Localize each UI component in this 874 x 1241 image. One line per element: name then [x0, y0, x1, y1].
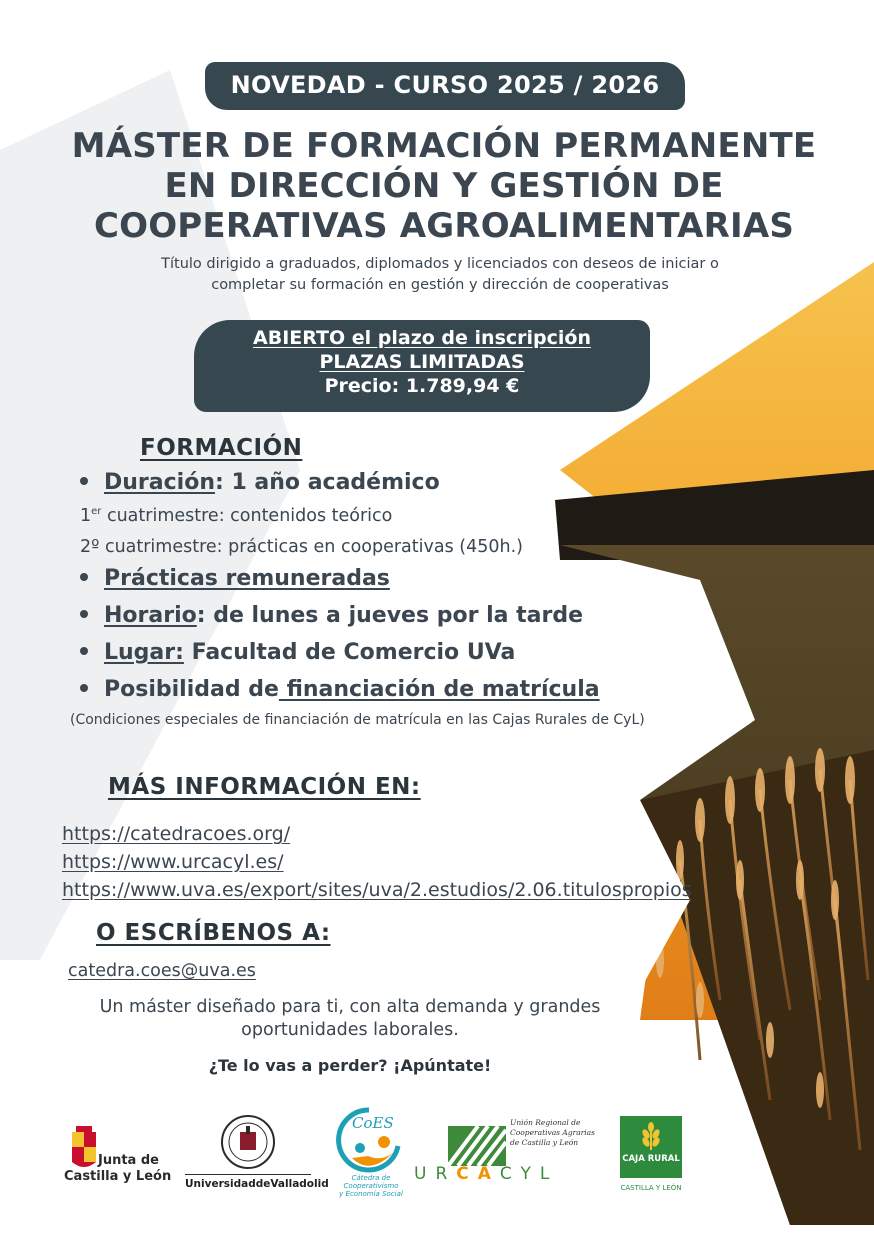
page-title: [60, 126, 828, 246]
call-to-action: ¿Te lo vas a perder? ¡Apúntate!: [208, 1056, 492, 1075]
urcacyl-caption-1: Unión Regional de: [510, 1118, 581, 1127]
enrollment-banner: [194, 320, 650, 412]
subtitle-line-2: completar su formación en gestión y dirección de cooperativas: [211, 277, 669, 293]
junta-castilla-leon-logo: [64, 1124, 174, 1188]
contact-heading: O ESCRÍBENOS A:: [96, 920, 331, 946]
urcacyl-word-right: CYL: [499, 1164, 559, 1184]
uva-word-2: deValladolid: [255, 1178, 329, 1190]
urcacyl-word-mid: CA: [456, 1164, 500, 1184]
list-item-practicas: [80, 566, 390, 591]
caja-rural-logo: [616, 1116, 686, 1198]
junta-line-2: Castilla y León: [64, 1169, 172, 1184]
subtitle-line-1: Título dirigido a graduados, diplomados y licenciados con deseos de iniciar o: [161, 256, 719, 272]
lugar-label: Lugar:: [104, 640, 184, 665]
title-line-2: EN DIRECCIÓN Y GESTIÓN DE: [164, 166, 724, 206]
course-badge: NOVEDAD - CURSO 2025 / 2026: [205, 62, 685, 110]
more-info-heading: MÁS INFORMACIÓN EN:: [108, 774, 421, 800]
university-seal-icon: [220, 1114, 276, 1170]
title-line-3: COOPERATIVAS AGROALIMENTARIAS: [93, 206, 795, 246]
cuatrimestre-2: 2º cuatrimestre: prácticas en cooperativas (450h.): [80, 537, 523, 557]
pitch-line-1: Un máster diseñado para ti, con alta demanda y grandes: [99, 997, 601, 1017]
cuatrimestre-1: [80, 506, 392, 526]
subtitle: [90, 254, 790, 296]
bullet-icon: [80, 573, 88, 581]
lugar-value: Facultad de Comercio UVa: [183, 640, 516, 665]
urcacyl-word-left: UR: [414, 1164, 457, 1184]
link-catedracoes[interactable]: https://catedracoes.org/: [62, 823, 291, 845]
coes-caption: [326, 1174, 416, 1198]
urcacyl-wordmark: [414, 1164, 558, 1184]
coat-of-arms-icon: [70, 1126, 98, 1170]
bullet-icon: [80, 477, 88, 485]
list-item-lugar: [80, 640, 515, 665]
practicas-text: Prácticas remuneradas: [104, 566, 390, 591]
urcacyl-caption-3: de Castilla y León: [510, 1138, 579, 1147]
uva-word-1: Universidad: [185, 1178, 256, 1190]
pitch-line-2: oportunidades laborales.: [241, 1020, 459, 1040]
cuatri1-text: cuatrimestre: contenidos teórico: [101, 506, 393, 526]
divider: [185, 1174, 311, 1175]
uva-wordmark: [185, 1178, 329, 1190]
formacion-heading: FORMACIÓN: [140, 435, 303, 461]
list-item-financiacion: [80, 677, 600, 702]
coes-caption-1: Cátedra de Cooperativismo: [343, 1174, 399, 1190]
caja-rural-region: CASTILLA Y LEÓN: [620, 1184, 682, 1192]
pitch-text: [60, 996, 640, 1042]
caja-rural-badge: [620, 1116, 682, 1178]
coes-logo: [326, 1106, 416, 1198]
duracion-value: : 1 año académico: [214, 470, 440, 495]
link-urcacyl[interactable]: https://www.urcacyl.es/: [62, 851, 284, 873]
caja-rural-name: CAJA RURAL: [622, 1154, 680, 1164]
cuatri1-ordinal: er: [91, 506, 102, 518]
duracion-label: Duración: [104, 470, 215, 495]
urcacyl-caption: [510, 1118, 595, 1148]
title-line-1: MÁSTER DE FORMACIÓN PERMANENTE: [71, 126, 817, 166]
urcacyl-emblem-icon: [448, 1126, 506, 1166]
financiacion-link[interactable]: financiación de matrícula: [278, 677, 600, 702]
horario-label: Horario: [104, 603, 197, 628]
bullet-icon: [80, 610, 88, 618]
urcacyl-caption-2: Cooperativas Agrarias: [510, 1128, 595, 1137]
urcacyl-logo: [414, 1118, 604, 1188]
coes-caption-2: y Economía Social: [339, 1190, 403, 1198]
bullet-icon: [80, 684, 88, 692]
universidad-valladolid-logo: [185, 1114, 329, 1194]
list-item-horario: [80, 603, 583, 628]
cuatri1-number: 1: [80, 506, 92, 526]
contact-email-link[interactable]: catedra.coes@uva.es: [68, 961, 256, 981]
coes-mark: CoES: [352, 1114, 394, 1132]
price-text: Precio: 1.789,94 €: [324, 375, 520, 397]
wheat-icon: [636, 1122, 666, 1150]
junta-line-1: Junta de: [98, 1153, 159, 1168]
bullet-icon: [80, 647, 88, 655]
enrollment-open-text: ABIERTO el plazo de inscripción: [253, 327, 591, 349]
list-item-duracion: [80, 470, 440, 495]
horario-value: : de lunes a jueves por la tarde: [196, 603, 584, 628]
limited-places-text: PLAZAS LIMITADAS: [319, 351, 525, 373]
financiacion-prefix: Posibilidad de: [104, 677, 279, 702]
financing-conditions: (Condiciones especiales de financiación de matrícula en las Cajas Rurales de CyL): [70, 712, 645, 728]
link-uva[interactable]: https://www.uva.es/export/sites/uva/2.estudios/2.06.titulospropios: [62, 879, 692, 901]
